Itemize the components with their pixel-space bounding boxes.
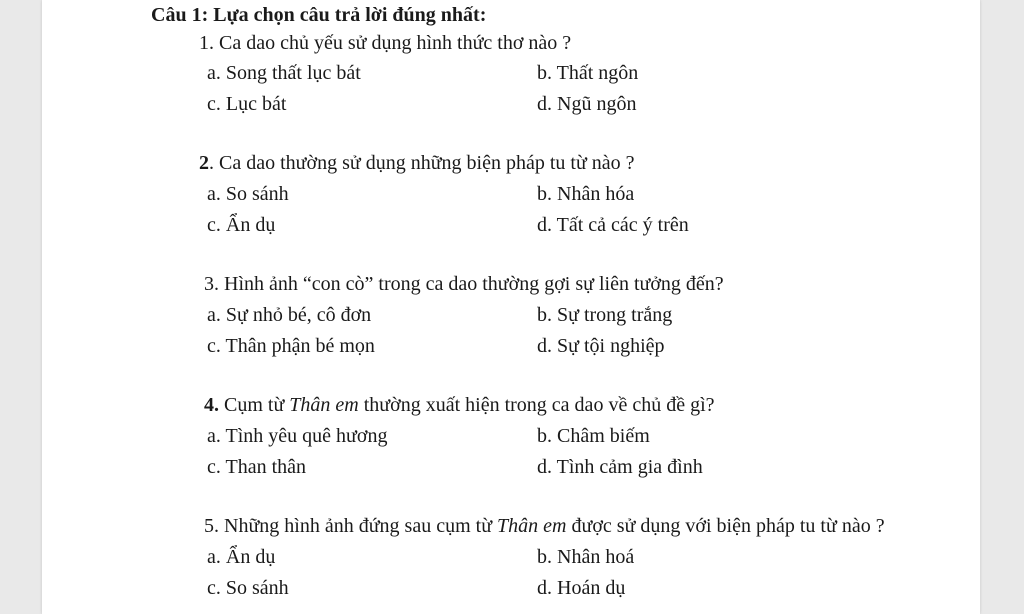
question-italic-phrase: Thân em: [289, 394, 359, 416]
question-text: [199, 32, 571, 55]
question-text: [204, 394, 715, 417]
question-number: 5.: [204, 515, 219, 537]
option-b: b. Nhân hoá: [537, 546, 635, 568]
option-a: a. So sánh: [207, 183, 289, 205]
question-italic-phrase: Thân em: [497, 515, 567, 537]
section-heading: Câu 1: Lựa chọn câu trả lời đúng nhất:: [151, 4, 487, 26]
option-a: a. Ẩn dụ: [207, 546, 276, 568]
option-a: a. Sự nhỏ bé, cô đơn: [207, 304, 372, 326]
document-page: [42, 0, 980, 614]
question-body: Hình ảnh “con cò” trong ca dao thường gợi sự liên tưởng đến?: [219, 273, 724, 295]
option-d: d. Ngũ ngôn: [537, 93, 637, 115]
option-d: d. Tất cả các ý trên: [537, 214, 689, 236]
question-body-after: được sử dụng với biện pháp tu từ nào ?: [566, 515, 885, 537]
question-text: [199, 152, 635, 175]
question-body-after: thường xuất hiện trong ca dao về chủ đề gì?: [358, 394, 715, 416]
question-text: [204, 515, 885, 538]
option-b: b. Sự trong trắng: [537, 304, 673, 326]
question-number: 4.: [204, 394, 219, 416]
option-b: b. Nhân hóa: [537, 183, 635, 205]
option-c: c. Ẩn dụ: [207, 214, 276, 236]
question-number: 1: [199, 32, 209, 54]
option-a: a. Song thất lục bát: [207, 62, 361, 84]
option-d: d. Sự tội nghiệp: [537, 335, 665, 357]
option-c: c. Lục bát: [207, 93, 287, 115]
question-number: 3.: [204, 273, 219, 295]
option-b: b. Châm biếm: [537, 425, 650, 447]
option-a: a. Tình yêu quê hương: [207, 425, 388, 447]
question-number: 2: [199, 152, 209, 174]
option-d: d. Hoán dụ: [537, 577, 626, 599]
question-body-before: Những hình ảnh đứng sau cụm từ: [219, 515, 498, 537]
option-d: d. Tình cảm gia đình: [537, 456, 703, 478]
question-body-before: Cụm từ: [219, 394, 290, 416]
option-c: c. Thân phận bé mọn: [207, 335, 375, 357]
option-c: c. Than thân: [207, 456, 307, 478]
option-c: c. So sánh: [207, 577, 289, 599]
question-body: . Ca dao thường sử dụng những biện pháp tu từ nào ?: [209, 152, 635, 174]
question-body: . Ca dao chủ yếu sử dụng hình thức thơ nào ?: [209, 32, 572, 54]
question-text: [204, 273, 724, 296]
option-b: b. Thất ngôn: [537, 62, 639, 84]
